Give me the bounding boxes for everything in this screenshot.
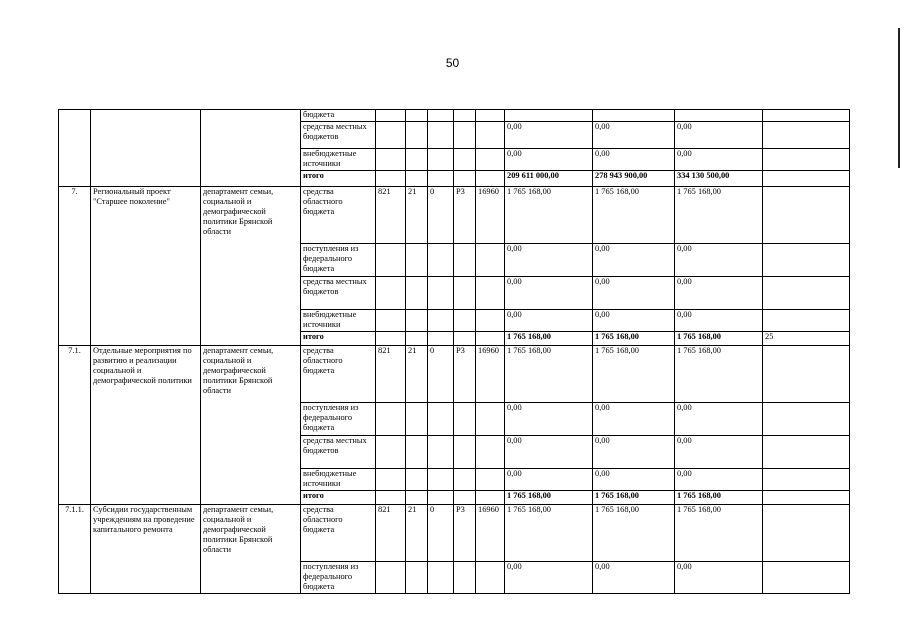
item-name-cell: Региональный проект "Старшее поколение" bbox=[91, 187, 201, 346]
item-name-cell: Субсидии государственным учреждениям на проведение капитального ремонта bbox=[91, 505, 201, 594]
amount-year-2-cell: 0,00 bbox=[593, 403, 675, 436]
amount-year-1-cell: 209 611 000,00 bbox=[505, 171, 593, 187]
amount-year-3-cell: 0,00 bbox=[675, 122, 763, 149]
section-code-cell: 21 bbox=[406, 187, 428, 244]
amount-year-1-cell: 0,00 bbox=[505, 277, 593, 310]
funding-source-cell: итого bbox=[301, 171, 376, 187]
note-cell bbox=[763, 171, 850, 187]
subprogram-code-cell bbox=[428, 436, 454, 469]
direction-code-cell bbox=[476, 403, 505, 436]
section-code-cell bbox=[406, 110, 428, 122]
gov-code-cell bbox=[376, 277, 406, 310]
table-row bbox=[59, 505, 850, 562]
subprogram-code-cell bbox=[428, 562, 454, 594]
item-number-cell bbox=[59, 110, 91, 187]
amount-year-1-cell: 1 765 168,00 bbox=[505, 491, 593, 505]
amount-year-1-cell: 1 765 168,00 bbox=[505, 187, 593, 244]
note-cell bbox=[763, 310, 850, 332]
gov-code-cell: 821 bbox=[376, 187, 406, 244]
amount-year-1-cell: 0,00 bbox=[505, 122, 593, 149]
amount-year-1-cell: 0,00 bbox=[505, 562, 593, 594]
section-code-cell bbox=[406, 171, 428, 187]
target-code-cell bbox=[454, 171, 476, 187]
executor-cell bbox=[201, 110, 301, 187]
note-cell bbox=[763, 436, 850, 469]
direction-code-cell: 16960 bbox=[476, 187, 505, 244]
subprogram-code-cell bbox=[428, 149, 454, 171]
amount-year-3-cell: 1 765 168,00 bbox=[675, 491, 763, 505]
subprogram-code-cell bbox=[428, 110, 454, 122]
budget-table bbox=[58, 109, 850, 594]
amount-year-3-cell: 0,00 bbox=[675, 436, 763, 469]
section-code-cell bbox=[406, 436, 428, 469]
note-cell bbox=[763, 244, 850, 277]
amount-year-2-cell: 0,00 bbox=[593, 277, 675, 310]
direction-code-cell bbox=[476, 562, 505, 594]
amount-year-3-cell: 0,00 bbox=[675, 149, 763, 171]
subprogram-code-cell bbox=[428, 491, 454, 505]
table-body bbox=[59, 110, 850, 594]
subprogram-code-cell bbox=[428, 310, 454, 332]
direction-code-cell bbox=[476, 491, 505, 505]
section-code-cell bbox=[406, 122, 428, 149]
amount-year-3-cell: 0,00 bbox=[675, 562, 763, 594]
direction-code-cell bbox=[476, 149, 505, 171]
gov-code-cell: 821 bbox=[376, 346, 406, 403]
direction-code-cell: 16960 bbox=[476, 346, 505, 403]
target-code-cell bbox=[454, 436, 476, 469]
target-code-cell bbox=[454, 122, 476, 149]
funding-source-cell: средства областного бюджета bbox=[301, 187, 376, 244]
note-cell bbox=[763, 187, 850, 244]
note-cell bbox=[763, 122, 850, 149]
funding-source-cell: итого bbox=[301, 332, 376, 346]
amount-year-1-cell: 0,00 bbox=[505, 403, 593, 436]
target-code-cell bbox=[454, 277, 476, 310]
table-row bbox=[59, 346, 850, 403]
amount-year-3-cell bbox=[675, 110, 763, 122]
subprogram-code-cell bbox=[428, 244, 454, 277]
funding-source-cell: итого bbox=[301, 491, 376, 505]
target-code-cell bbox=[454, 332, 476, 346]
direction-code-cell bbox=[476, 277, 505, 310]
note-cell bbox=[763, 562, 850, 594]
item-number-cell: 7.1. bbox=[59, 346, 91, 505]
gov-code-cell bbox=[376, 149, 406, 171]
amount-year-1-cell: 0,00 bbox=[505, 310, 593, 332]
funding-source-cell: средства местных бюджетов bbox=[301, 277, 376, 310]
target-code-cell: P3 bbox=[454, 346, 476, 403]
target-code-cell bbox=[454, 244, 476, 277]
gov-code-cell bbox=[376, 403, 406, 436]
target-code-cell bbox=[454, 310, 476, 332]
funding-source-cell: поступления из федерального бюджета bbox=[301, 562, 376, 594]
amount-year-1-cell: 0,00 bbox=[505, 244, 593, 277]
funding-source-cell: средства областного бюджета bbox=[301, 346, 376, 403]
amount-year-1-cell: 0,00 bbox=[505, 469, 593, 491]
section-code-cell bbox=[406, 277, 428, 310]
amount-year-2-cell bbox=[593, 110, 675, 122]
direction-code-cell bbox=[476, 244, 505, 277]
amount-year-2-cell: 0,00 bbox=[593, 562, 675, 594]
section-code-cell bbox=[406, 562, 428, 594]
direction-code-cell bbox=[476, 171, 505, 187]
amount-year-2-cell: 0,00 bbox=[593, 149, 675, 171]
gov-code-cell: 821 bbox=[376, 505, 406, 562]
direction-code-cell bbox=[476, 110, 505, 122]
gov-code-cell bbox=[376, 332, 406, 346]
amount-year-2-cell: 1 765 168,00 bbox=[593, 332, 675, 346]
target-code-cell: P3 bbox=[454, 187, 476, 244]
target-code-cell bbox=[454, 110, 476, 122]
amount-year-1-cell: 1 765 168,00 bbox=[505, 332, 593, 346]
amount-year-3-cell: 0,00 bbox=[675, 244, 763, 277]
amount-year-3-cell: 0,00 bbox=[675, 469, 763, 491]
amount-year-2-cell: 1 765 168,00 bbox=[593, 505, 675, 562]
direction-code-cell bbox=[476, 310, 505, 332]
direction-code-cell bbox=[476, 436, 505, 469]
section-code-cell bbox=[406, 149, 428, 171]
section-code-cell bbox=[406, 403, 428, 436]
funding-source-cell: внебюджетные источники bbox=[301, 469, 376, 491]
note-cell bbox=[763, 346, 850, 403]
amount-year-1-cell bbox=[505, 110, 593, 122]
amount-year-2-cell: 0,00 bbox=[593, 436, 675, 469]
section-code-cell bbox=[406, 469, 428, 491]
gov-code-cell bbox=[376, 110, 406, 122]
note-cell bbox=[763, 491, 850, 505]
item-name-cell bbox=[91, 110, 201, 187]
funding-source-cell: поступления из федерального бюджета bbox=[301, 244, 376, 277]
gov-code-cell bbox=[376, 310, 406, 332]
funding-source-cell: средства областного бюджета bbox=[301, 505, 376, 562]
executor-cell: департамент семьи, социальной и демографической политики Брянской области bbox=[201, 346, 301, 505]
section-code-cell bbox=[406, 332, 428, 346]
section-code-cell bbox=[406, 310, 428, 332]
executor-cell: департамент семьи, социальной и демографической политики Брянской области bbox=[201, 505, 301, 594]
amount-year-2-cell: 0,00 bbox=[593, 244, 675, 277]
amount-year-2-cell: 1 765 168,00 bbox=[593, 491, 675, 505]
amount-year-1-cell: 1 765 168,00 bbox=[505, 505, 593, 562]
page-number: 50 bbox=[445, 56, 460, 70]
note-cell bbox=[763, 469, 850, 491]
section-code-cell: 21 bbox=[406, 505, 428, 562]
subprogram-code-cell: 0 bbox=[428, 187, 454, 244]
amount-year-1-cell: 0,00 bbox=[505, 149, 593, 171]
funding-source-cell: поступления из федерального бюджета bbox=[301, 403, 376, 436]
amount-year-1-cell: 0,00 bbox=[505, 436, 593, 469]
note-cell bbox=[763, 505, 850, 562]
funding-source-cell: бюджета bbox=[301, 110, 376, 122]
gov-code-cell bbox=[376, 171, 406, 187]
direction-code-cell: 16960 bbox=[476, 505, 505, 562]
subprogram-code-cell bbox=[428, 122, 454, 149]
gov-code-cell bbox=[376, 469, 406, 491]
amount-year-2-cell: 0,00 bbox=[593, 122, 675, 149]
target-code-cell bbox=[454, 491, 476, 505]
amount-year-1-cell: 1 765 168,00 bbox=[505, 346, 593, 403]
target-code-cell bbox=[454, 469, 476, 491]
amount-year-2-cell: 278 943 900,00 bbox=[593, 171, 675, 187]
subprogram-code-cell: 0 bbox=[428, 346, 454, 403]
subprogram-code-cell bbox=[428, 171, 454, 187]
subprogram-code-cell: 0 bbox=[428, 505, 454, 562]
target-code-cell: P3 bbox=[454, 505, 476, 562]
target-code-cell bbox=[454, 562, 476, 594]
amount-year-2-cell: 1 765 168,00 bbox=[593, 346, 675, 403]
amount-year-2-cell: 1 765 168,00 bbox=[593, 187, 675, 244]
amount-year-3-cell: 334 130 500,00 bbox=[675, 171, 763, 187]
gov-code-cell bbox=[376, 436, 406, 469]
gov-code-cell bbox=[376, 562, 406, 594]
table-row bbox=[59, 110, 850, 122]
gov-code-cell bbox=[376, 122, 406, 149]
amount-year-2-cell: 0,00 bbox=[593, 469, 675, 491]
table-row bbox=[59, 187, 850, 244]
direction-code-cell bbox=[476, 469, 505, 491]
amount-year-3-cell: 0,00 bbox=[675, 277, 763, 310]
executor-cell: департамент семьи, социальной и демографической политики Брянской области bbox=[201, 187, 301, 346]
scan-edge-line bbox=[898, 28, 900, 168]
subprogram-code-cell bbox=[428, 332, 454, 346]
amount-year-3-cell: 0,00 bbox=[675, 310, 763, 332]
target-code-cell bbox=[454, 149, 476, 171]
funding-source-cell: внебюджетные источники bbox=[301, 310, 376, 332]
gov-code-cell bbox=[376, 244, 406, 277]
section-code-cell bbox=[406, 244, 428, 277]
subprogram-code-cell bbox=[428, 469, 454, 491]
item-name-cell: Отдельные мероприятия по развитию и реализации социальной и демографической политики bbox=[91, 346, 201, 505]
amount-year-3-cell: 1 765 168,00 bbox=[675, 346, 763, 403]
item-number-cell: 7. bbox=[59, 187, 91, 346]
note-cell bbox=[763, 277, 850, 310]
gov-code-cell bbox=[376, 491, 406, 505]
target-code-cell bbox=[454, 403, 476, 436]
direction-code-cell bbox=[476, 122, 505, 149]
amount-year-3-cell: 1 765 168,00 bbox=[675, 187, 763, 244]
subprogram-code-cell bbox=[428, 403, 454, 436]
amount-year-3-cell: 1 765 168,00 bbox=[675, 332, 763, 346]
section-code-cell: 21 bbox=[406, 346, 428, 403]
note-cell bbox=[763, 403, 850, 436]
direction-code-cell bbox=[476, 332, 505, 346]
note-cell bbox=[763, 110, 850, 122]
funding-source-cell: внебюджетные источники bbox=[301, 149, 376, 171]
funding-source-cell: средства местных бюджетов bbox=[301, 122, 376, 149]
note-cell: 25 bbox=[763, 332, 850, 346]
amount-year-3-cell: 1 765 168,00 bbox=[675, 505, 763, 562]
amount-year-3-cell: 0,00 bbox=[675, 403, 763, 436]
funding-source-cell: средства местных бюджетов bbox=[301, 436, 376, 469]
item-number-cell: 7.1.1. bbox=[59, 505, 91, 594]
amount-year-2-cell: 0,00 bbox=[593, 310, 675, 332]
note-cell bbox=[763, 149, 850, 171]
subprogram-code-cell bbox=[428, 277, 454, 310]
section-code-cell bbox=[406, 491, 428, 505]
